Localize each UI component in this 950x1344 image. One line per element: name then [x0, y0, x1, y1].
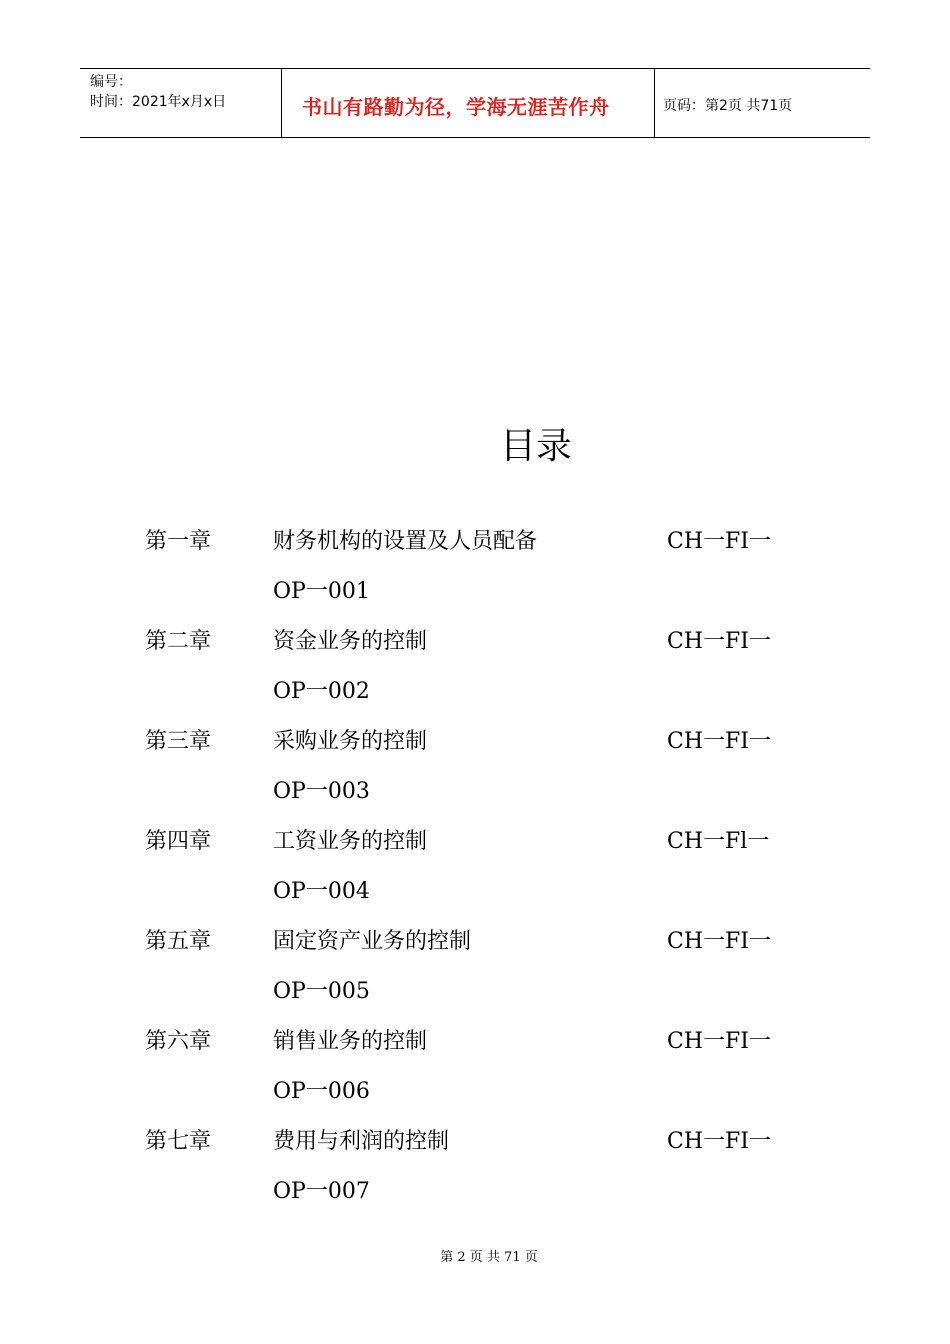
header-motto: 书山有路勤为径，学海无涯苦作舟 [302, 95, 610, 119]
toc-chapter: 第二章 [145, 629, 212, 654]
toc-chapter: 第六章 [145, 1029, 212, 1054]
toc-code-line2: OP一006 [273, 1079, 370, 1104]
toc-code-line1: CH一FI一 [667, 529, 771, 554]
number-label: 编号： [90, 74, 132, 90]
toc-code-line1: CH一FI一 [667, 1129, 771, 1154]
toc-chapter: 第七章 [145, 1129, 212, 1154]
toc-entry [0, 522, 950, 622]
toc-entry-title: 工资业务的控制 [273, 829, 428, 854]
header-motto-cell [282, 69, 655, 137]
toc-entry-title: 费用与利润的控制 [273, 1129, 450, 1154]
toc-chapter: 第三章 [145, 729, 212, 754]
toc-entry [0, 1022, 950, 1122]
toc-code-line2: OP一002 [273, 679, 370, 704]
table-of-contents [0, 522, 950, 1222]
toc-chapter: 第五章 [145, 929, 212, 954]
page-header [80, 68, 870, 138]
toc-entry [0, 1122, 950, 1222]
toc-entry-title: 资金业务的控制 [273, 629, 428, 654]
header-meta-cell [80, 69, 282, 137]
toc-code-line1: CH一FI一 [667, 729, 771, 754]
toc-entry [0, 622, 950, 722]
toc-code-line1: CH一Fl一 [667, 829, 770, 854]
toc-title: 目录 [499, 426, 572, 467]
toc-entry-title: 采购业务的控制 [273, 729, 428, 754]
time-label: 时间：2021年x月x日 [90, 94, 227, 110]
toc-entry-title: 固定资产业务的控制 [273, 929, 472, 954]
toc-code-line2: OP一003 [273, 779, 370, 804]
toc-chapter: 第四章 [145, 829, 212, 854]
toc-code-line1: CH一FI一 [667, 629, 771, 654]
header-page-cell [655, 69, 870, 137]
toc-entry-title: 财务机构的设置及人员配备 [273, 529, 538, 554]
toc-code-line1: CH一FI一 [667, 929, 771, 954]
toc-entry [0, 722, 950, 822]
page-footer: 第 2 页 共 71 页 [440, 1250, 538, 1265]
toc-code-line2: OP一001 [273, 579, 370, 604]
header-page-info: 页码：第2页 共71页 [663, 98, 793, 114]
toc-entry-title: 销售业务的控制 [273, 1029, 428, 1054]
toc-entry [0, 822, 950, 922]
toc-code-line2: OP一005 [273, 979, 370, 1004]
toc-code-line1: CH一FI一 [667, 1029, 771, 1054]
toc-code-line2: OP一007 [273, 1179, 370, 1204]
toc-chapter: 第一章 [145, 529, 212, 554]
toc-entry [0, 922, 950, 1022]
toc-code-line2: OP一004 [273, 879, 370, 904]
